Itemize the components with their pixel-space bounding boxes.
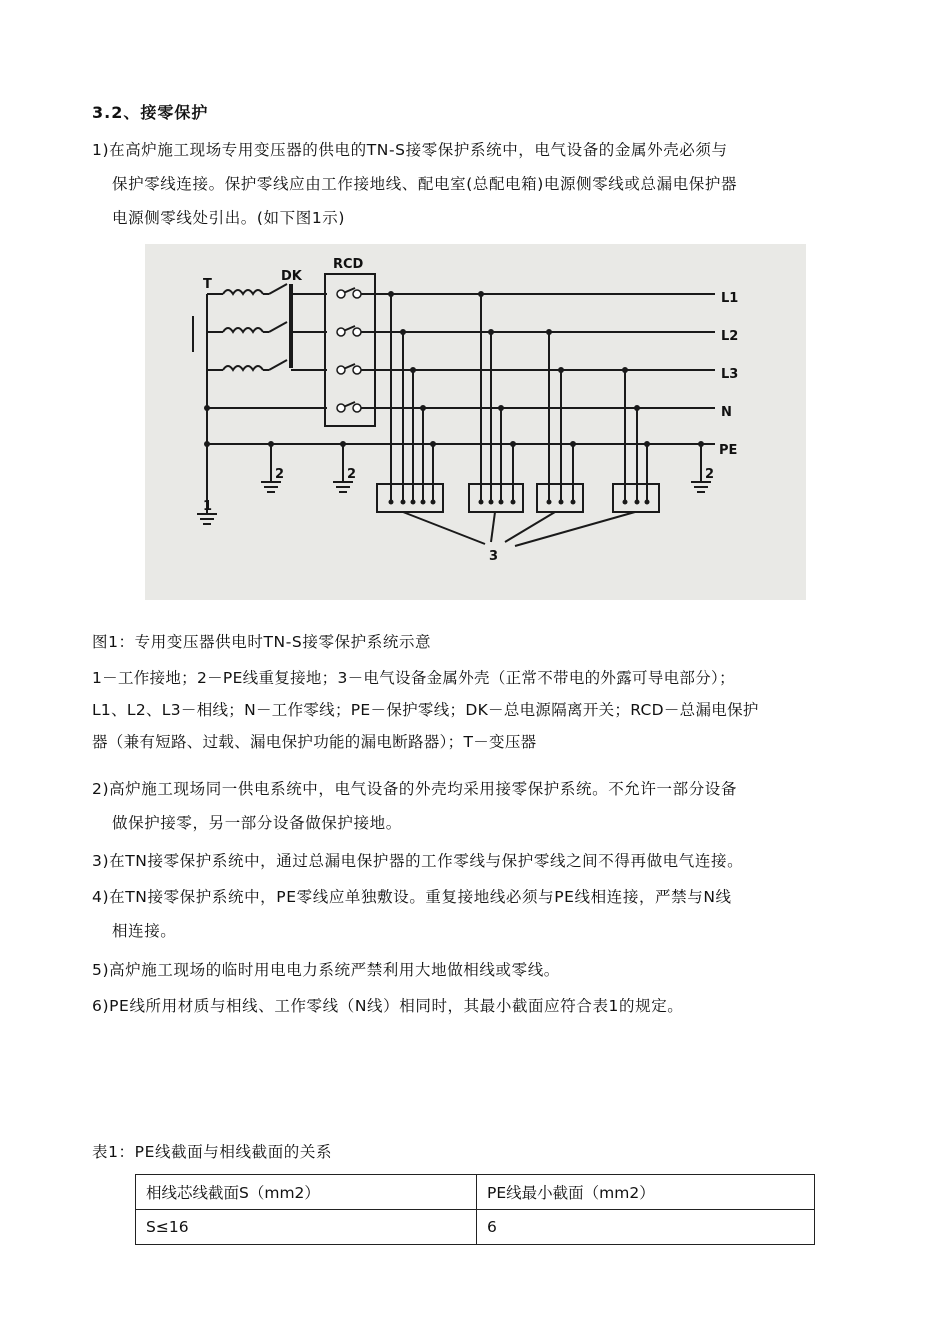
label-enclosure: 3 (489, 549, 499, 564)
paragraph-1 (92, 133, 872, 235)
rule-4-line-1: 4)在TN接零保护系统中，PE零线应单独敷设。重复接地线必须与PE线相连接，严禁与N线 (92, 888, 732, 906)
section-title: 3.2、接零保护 (92, 103, 209, 122)
rule-4-line-2: 相连接。 (112, 922, 177, 940)
label-l1: L1 (721, 291, 739, 306)
tn-s-diagram-figure (145, 244, 806, 600)
rule-2-line-1: 2)高炉施工现场同一供电系统中，电气设备的外壳均采用接零保护系统。不允许一部分设备 (92, 780, 738, 798)
label-n: N (721, 405, 732, 420)
label-ground-1: 1 (203, 499, 213, 514)
paragraph-1-line-1: 1)在高炉施工现场专用变压器的供电的TN-S接零保护系统中，电气设备的金属外壳必须与 (92, 141, 728, 159)
table-header-row (136, 1175, 815, 1210)
pe-section-table (135, 1174, 815, 1245)
dk-blade-2 (269, 322, 287, 332)
paragraph-1-line-2: 保护零线连接。保护零线应由工作接地线、配电室(总配电箱)电源侧零线或总漏电保护器 (112, 175, 738, 193)
coil-1 (223, 290, 263, 294)
table-header-cell: PE线最小截面（mm2） (477, 1175, 815, 1210)
table-row (136, 1210, 815, 1245)
rule-3-line-1: 3)在TN接零保护系统中，通过总漏电保护器的工作零线与保护零线之间不得再做电气连接。 (92, 852, 744, 870)
rule-2 (92, 772, 872, 840)
table-header-cell: 相线芯线截面S（mm2） (136, 1175, 477, 1210)
dk-blade-3 (269, 360, 287, 370)
rule-6 (92, 989, 872, 1023)
label-t: T (203, 277, 212, 292)
table-cell: 6 (477, 1210, 815, 1245)
dk-blade-1 (269, 284, 287, 294)
label-l2: L2 (721, 329, 739, 344)
paragraph-1-line-3: 电源侧零线处引出。(如下图1示) (112, 209, 346, 227)
label-rcd: RCD (333, 257, 364, 272)
rule-3 (92, 844, 872, 878)
coil-3 (223, 366, 263, 370)
label-ground-2a: 2 (275, 467, 285, 482)
label-pe: PE (719, 443, 738, 458)
rule-5 (92, 953, 872, 987)
tn-s-diagram (145, 244, 806, 600)
label-ground-2c: 2 (705, 467, 715, 482)
table-caption: 表1：PE线截面与相线截面的关系 (92, 1143, 333, 1161)
equipment-2 (469, 484, 523, 512)
legend-line-1: 1－工作接地；2－PE线重复接地；3－电气设备金属外壳（正常不带电的外露可导电部分）； (92, 669, 735, 687)
figure-caption: 图1：专用变压器供电时TN-S接零保护系统示意 (92, 633, 432, 651)
figure-legend (92, 662, 877, 758)
label-l3: L3 (721, 367, 739, 382)
label-dk: DK (281, 269, 302, 284)
legend-line-3: 器（兼有短路、过载、漏电保护功能的漏电断路器）；T－变压器 (92, 733, 537, 751)
table-cell: S≤16 (136, 1210, 477, 1245)
rule-2-line-2: 做保护接零，另一部分设备做保护接地。 (112, 814, 402, 832)
rule-5-line-1: 5)高炉施工现场的临时用电电力系统严禁利用大地做相线或零线。 (92, 961, 560, 979)
label-ground-2b: 2 (347, 467, 357, 482)
rule-6-line-1: 6)PE线所用材质与相线、工作零线（N线）相同时，其最小截面应符合表1的规定。 (92, 997, 684, 1015)
legend-line-2: L1、L2、L3－相线；N－工作零线；PE－保护零线；DK－总电源隔离开关；RCD－总漏电保护 (92, 701, 759, 719)
rule-4 (92, 880, 872, 948)
coil-2 (223, 328, 263, 332)
